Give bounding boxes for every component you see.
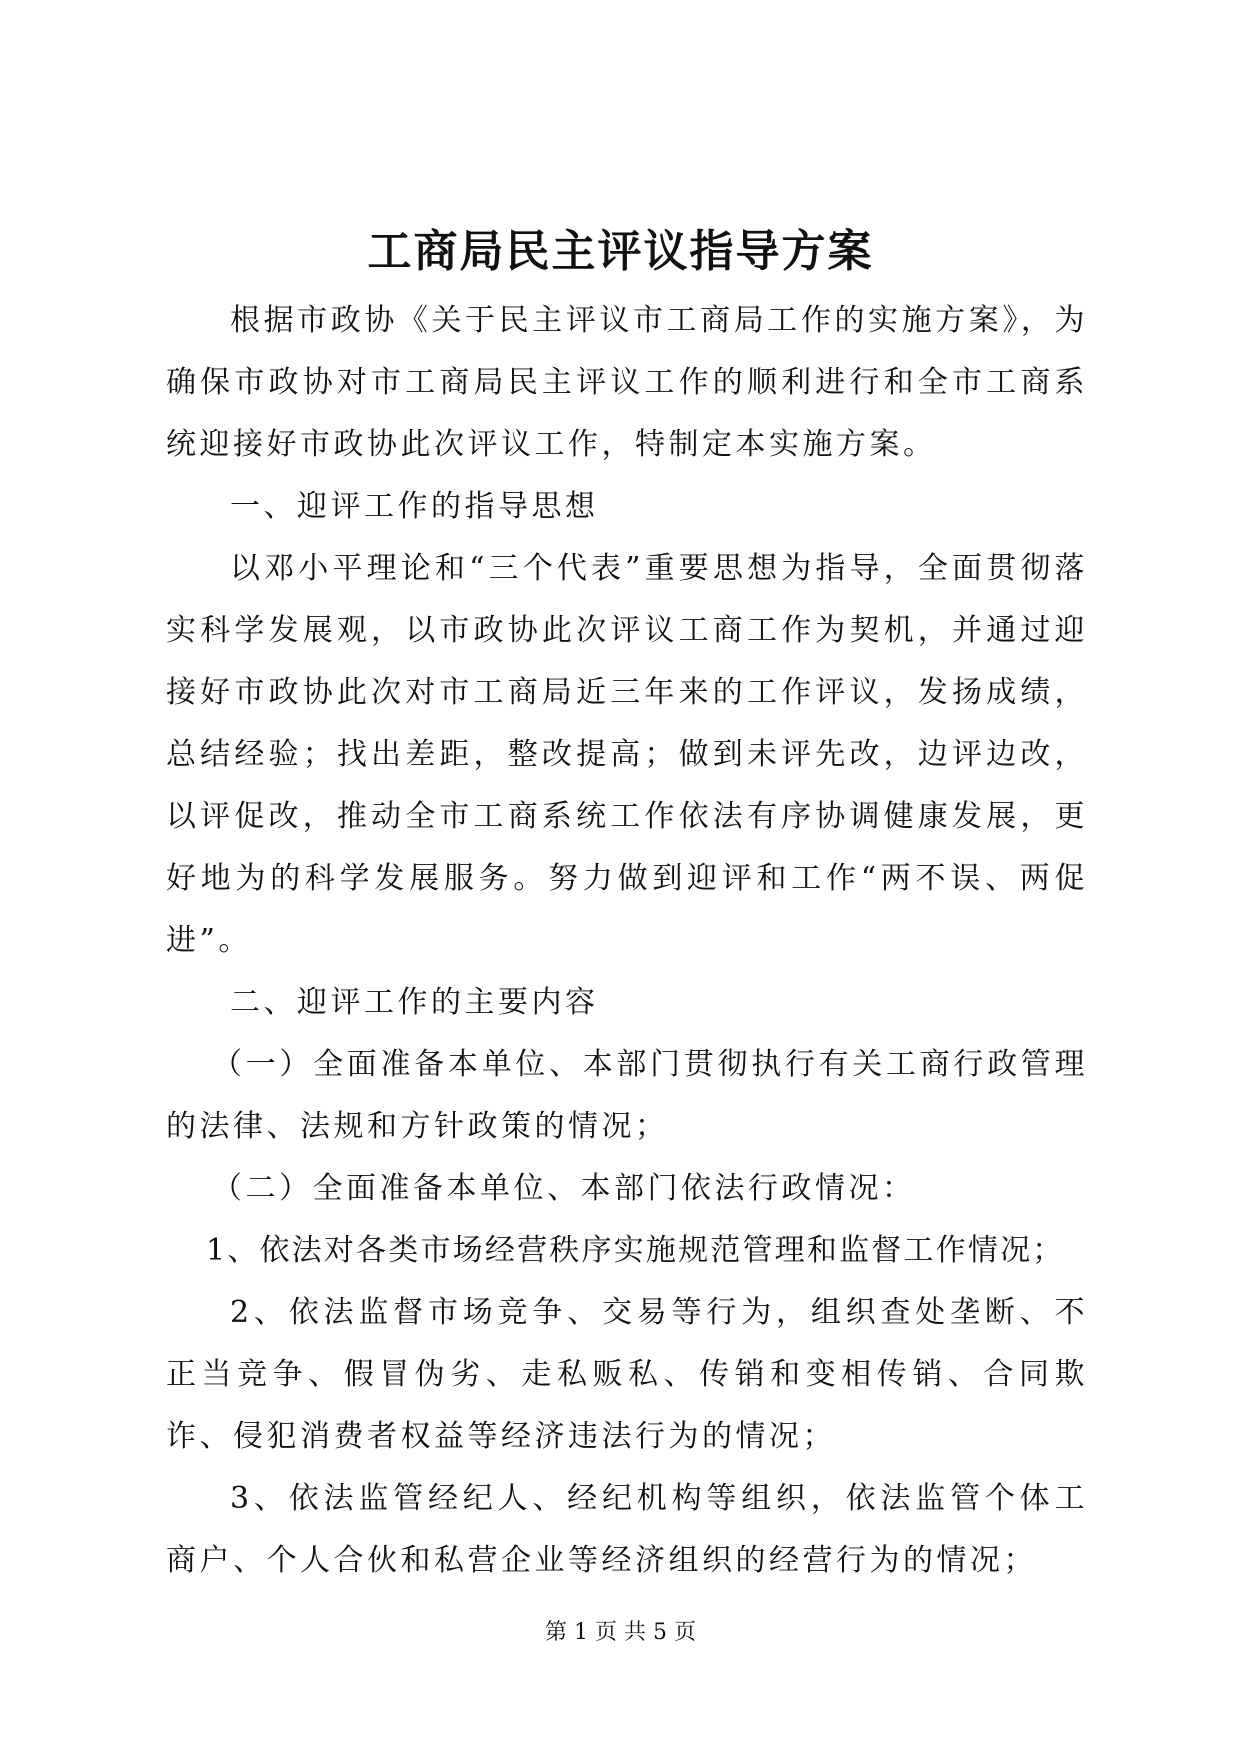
paragraph-intro: 根据市政协《关于民主评议市工商局工作的实施方案》，为确保市政协对市工商局民主评议工作的顺利进行和全市工商系统迎接好市政协此次评议工作，特制定本实施方案。 xyxy=(166,303,1088,462)
section-heading-guiding-thought: 一、迎评工作的指导思想 xyxy=(230,489,599,524)
paragraph-guiding-thought: 以邓小平理论和“三个代表”重要思想为指导，全面贯彻落实科学发展观，以市政协此次评议工商工作为契机，并通过迎接好市政协此次对市工商局近三年来的工作评议，发扬成绩，总结经验；找出差距，整改提高；做到未评先改，边评边改，以评促改，推动全市工商系统工作依法有序协调健康发展，更好地为的科学发展服务。努力做到迎评和工作“两不误、两促进”。 xyxy=(166,551,1088,958)
paragraph-subitem-2: 2、依法监督市场竞争、交易等行为，组织查处垄断、不正当竞争、假冒伪劣、走私贩私、传销和变相传销、合同欺诈、侵犯消费者权益等经济违法行为的情况； xyxy=(166,1295,1088,1454)
document-body xyxy=(166,290,1088,1592)
paragraph-item-one: （一）全面准备本单位、本部门贯彻执行有关工商行政管理的法律、法规和方针政策的情况； xyxy=(166,1047,1088,1144)
paragraph-item-two: （二）全面准备本单位、本部门依法行政情况： xyxy=(212,1171,916,1206)
page-number-footer: 第 1 页 共 5 页 xyxy=(545,1620,696,1645)
document-title: 工商局民主评议指导方案 xyxy=(367,226,874,277)
paragraph-subitem-3: 3、依法监管经纪人、经纪机构等组织，依法监管个体工商户、个人合伙和私营企业等经济组织的经营行为的情况； xyxy=(166,1481,1088,1578)
section-heading-main-content: 二、迎评工作的主要内容 xyxy=(230,985,599,1020)
paragraph-subitem-1: 1、依法对各类市场经营秩序实施规范管理和监督工作情况； xyxy=(206,1233,1065,1268)
